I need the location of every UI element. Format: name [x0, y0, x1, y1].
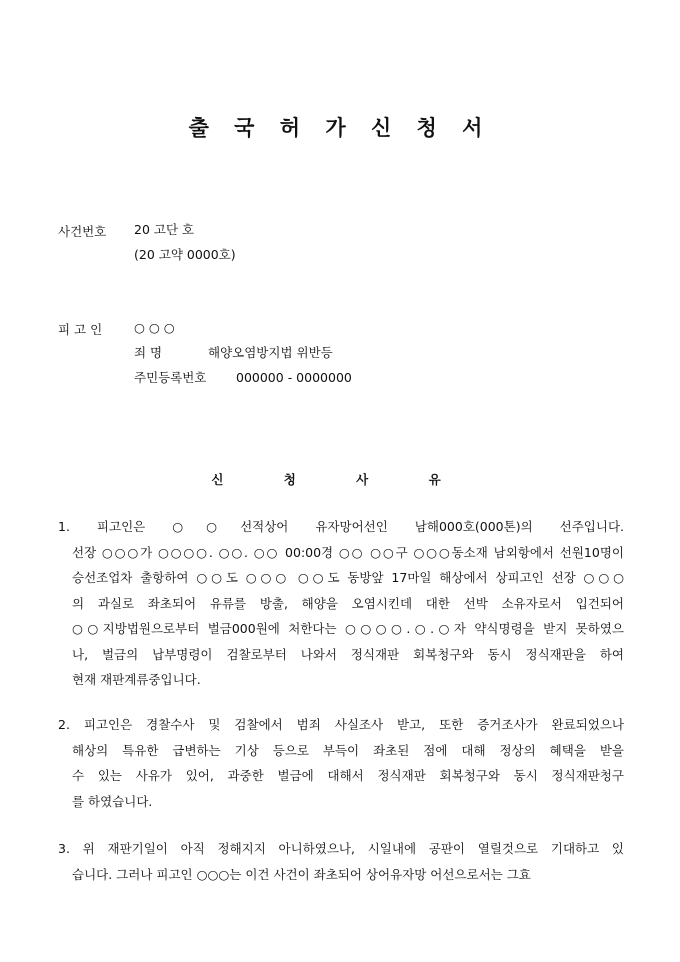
charge-label: 죄 명	[134, 345, 163, 360]
paragraph-line: 현재 재판계류중입니다.	[72, 672, 201, 687]
resident-id-value: 000000 - 0000000	[236, 370, 352, 385]
summary-order-number: (20 고약 0000호)	[134, 247, 236, 262]
case-number-label: 사건번호	[58, 224, 107, 239]
paragraph-line: ○○지방법원으로부터 벌금000원에 처한다는 ○○○○.○.○자 약식명령을 받지 못하였으	[72, 621, 624, 636]
paragraph-line: 나, 벌금의 납부명령이 검찰로부터 나와서 정식재판 회복청구와 동시 정식재판을 하여	[72, 646, 624, 662]
paragraph-line: 선장 ○○○가 ○○○○. ○○. ○○ 00:00경 ○○ ○○구 ○○○동소재 남외항에서 선원10명이	[72, 544, 624, 560]
paragraph-line: 수 있는 사유가 있어, 과중한 벌금에 대해서 정식재판 회복청구와 동시 정식재판청구	[72, 768, 624, 783]
paragraph-line: 2. 피고인은 경찰수사 및 검찰에서 범죄 사실조사 받고, 또한 증거조사가 완료되었으나	[58, 717, 624, 732]
section-title: 신 청 사 유	[211, 472, 469, 487]
paragraph-line: 습니다. 그러나 피고인 ○○○는 이건 사건이 좌초되어 상어유자망 어선으로서는 그효	[72, 866, 531, 882]
paragraph-line: 1. 피고인은 ○○선적상어 유자망어선인 남해000호(000톤)의 선주입니다.	[58, 519, 624, 534]
paragraph-line: 3. 위 재판기일이 아직 정해지지 아니하였으나, 시일내에 공판이 열릴것으로 기대하고 있	[58, 841, 624, 856]
paragraph-3	[58, 836, 624, 887]
paragraph-line: 를 하였습니다.	[72, 793, 153, 809]
paragraph-line: 의 과실로 좌초되어 유류를 방출, 해양을 오염시킨데 대한 선박 소유자로서 입건되어	[72, 595, 624, 611]
paragraph-2	[58, 712, 624, 814]
defendant-name: ○ ○ ○	[134, 320, 175, 335]
defendant-label: 피 고 인	[58, 322, 103, 337]
case-number-value: 20 고단 호	[134, 222, 195, 237]
paragraph-line: 해상의 특유한 급변하는 기상 등으로 부득이 좌초된 점에 대해 정상의 혜택을 받을	[72, 742, 624, 758]
paragraph-1	[58, 514, 624, 693]
document-title: 출 국 허 가 신 청 서	[188, 115, 492, 140]
charge-value: 해양오염방지법 위반등	[208, 345, 333, 360]
resident-id-label: 주민등록번호	[134, 370, 207, 385]
paragraph-line: 승선조업차 출항하여 ○○도 ○○○ ○○도 동방앞 17마일 해상에서 상피고인 선장 ○○○	[72, 570, 624, 585]
